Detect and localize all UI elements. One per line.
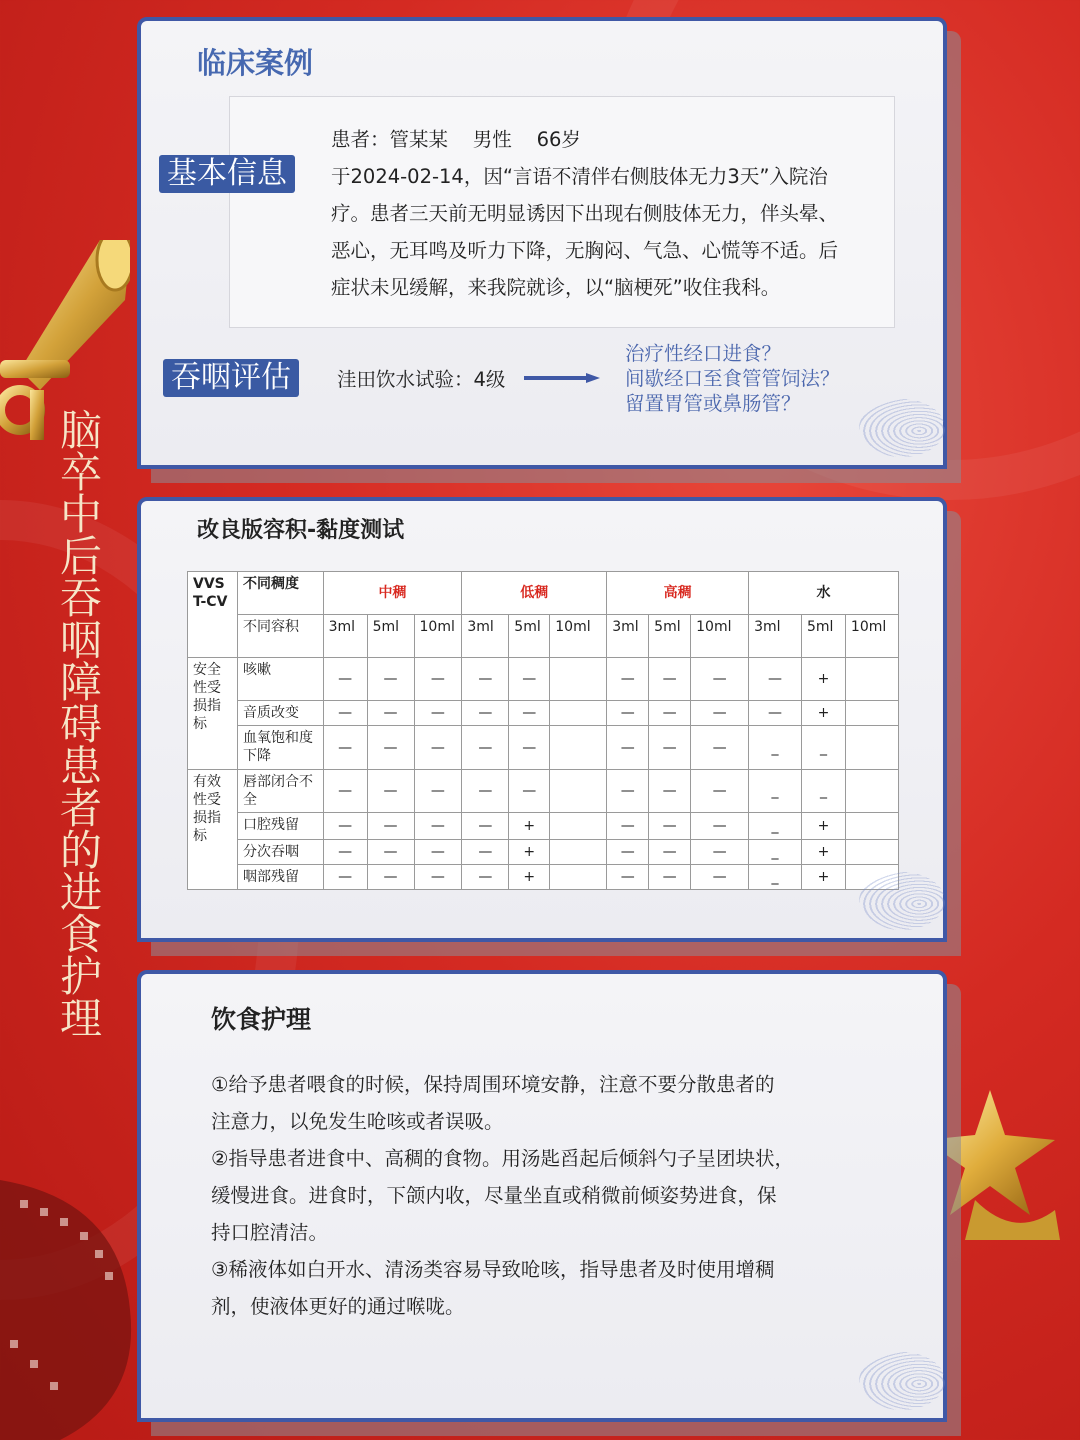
result-cell: — [323, 658, 367, 701]
volume-cell: 5ml [801, 615, 845, 658]
volume-cell: 10ml [691, 615, 749, 658]
feeding-option: 治疗性经口进食？ [625, 342, 782, 365]
result-cell: + [801, 840, 845, 865]
wata-water-test-result: 洼田饮水试验：4级 [337, 368, 506, 391]
result-cell: — [749, 701, 802, 726]
result-cell: — [649, 658, 691, 701]
result-cell: — [691, 840, 749, 865]
result-cell: — [649, 840, 691, 865]
swallow-assessment-tag: 吞咽评估 [163, 359, 299, 397]
care-line: 缓慢进食。进食时，下颌内收，尽量坐直或稍微前倾姿势进食，保 [211, 1184, 777, 1207]
result-cell [845, 840, 898, 865]
result-cell: — [323, 840, 367, 865]
arrow-right-icon [524, 373, 600, 383]
vvs-table [187, 571, 899, 890]
volume-cell: 3ml [323, 615, 367, 658]
result-cell [550, 658, 607, 701]
patient-line: 疗。患者三天前无明显诱因下出现右侧肢体无力，伴头晕、 [331, 202, 839, 225]
result-cell: — [649, 770, 691, 813]
result-cell: — [691, 865, 749, 890]
result-cell: + [801, 865, 845, 890]
result-cell: — [367, 726, 414, 770]
swirl-decoration [859, 399, 945, 457]
patient-line: 于2024-02-14，因“言语不清伴右侧肢体无力3天”入院治 [331, 165, 828, 188]
result-cell: _ [749, 770, 802, 813]
result-cell: — [462, 726, 509, 770]
result-cell: — [509, 701, 550, 726]
care-line: ①给予患者喂食的时候，保持周围环境安静，注意不要分散患者的 [211, 1073, 775, 1096]
result-cell: — [462, 701, 509, 726]
result-cell: — [367, 865, 414, 890]
patient-line: 症状未见缓解，来我院就诊，以“脑梗死”收住我科。 [331, 276, 781, 299]
clinical-case-card [137, 17, 947, 469]
result-cell: — [323, 813, 367, 840]
result-cell [845, 701, 898, 726]
result-cell: _ [749, 865, 802, 890]
diet-care-card [137, 970, 947, 1422]
result-cell: — [607, 658, 649, 701]
result-cell: — [509, 658, 550, 701]
result-cell: — [649, 813, 691, 840]
volume-cell: 5ml [367, 615, 414, 658]
patient-line: 恶心，无耳鸣及听力下降，无胸闷、气急、心慌等不适。后 [331, 239, 839, 262]
swirl-decoration [859, 1352, 945, 1410]
result-cell: — [691, 658, 749, 701]
vvs-table-body [188, 658, 899, 890]
film-reel-icon [0, 1160, 140, 1440]
diet-care-text [211, 1066, 821, 1325]
result-cell: — [414, 658, 462, 701]
result-cell [550, 770, 607, 813]
result-cell: — [691, 726, 749, 770]
result-cell: — [414, 865, 462, 890]
result-cell: — [691, 701, 749, 726]
consistency-medium: 中稠 [323, 572, 462, 615]
result-cell: + [801, 701, 845, 726]
indicator-label: 咽部残留 [237, 865, 323, 890]
result-cell [845, 658, 898, 701]
diet-care-title: 饮食护理 [211, 1005, 312, 1034]
result-cell: — [462, 840, 509, 865]
star-trophy-icon [945, 1090, 1065, 1240]
result-cell: — [323, 701, 367, 726]
care-line: 剂，使液体更好的通过喉咙。 [211, 1295, 465, 1318]
result-cell [550, 813, 607, 840]
indicator-label: 唇部闭合不全 [237, 770, 323, 813]
result-cell: _ [749, 840, 802, 865]
result-cell: _ [801, 726, 845, 770]
result-cell: _ [749, 726, 802, 770]
result-cell: + [509, 840, 550, 865]
consistency-water: 水 [749, 572, 899, 615]
indicator-label: 咳嗽 [237, 658, 323, 701]
result-cell [550, 701, 607, 726]
result-cell [845, 813, 898, 840]
feeding-option: 留置胃管或鼻肠管？ [625, 392, 801, 415]
result-cell: — [323, 726, 367, 770]
result-cell: — [414, 726, 462, 770]
result-cell: + [509, 865, 550, 890]
consistency-low: 低稠 [462, 572, 607, 615]
indicator-label: 口腔残留 [237, 813, 323, 840]
result-cell [845, 726, 898, 770]
result-cell: — [323, 770, 367, 813]
result-cell: — [649, 701, 691, 726]
result-cell: — [691, 770, 749, 813]
indicator-group: 安全性受损指标 [188, 658, 238, 770]
feeding-option: 间歇经口至食管管饲法？ [625, 367, 840, 390]
volume-cell: 5ml [509, 615, 550, 658]
vvs-test-card [137, 497, 947, 942]
result-cell [550, 840, 607, 865]
volume-cell: 3ml [462, 615, 509, 658]
result-cell [550, 865, 607, 890]
swirl-decoration [859, 872, 945, 930]
patient-description [331, 121, 876, 306]
result-cell: — [462, 865, 509, 890]
result-cell: — [367, 770, 414, 813]
result-cell: — [462, 770, 509, 813]
result-cell: — [649, 865, 691, 890]
result-cell: _ [801, 770, 845, 813]
result-cell: — [749, 658, 802, 701]
result-cell: + [801, 813, 845, 840]
vvs-title: 改良版容积-黏度测试 [197, 518, 405, 543]
result-cell: — [607, 701, 649, 726]
result-cell: — [607, 770, 649, 813]
result-cell: — [509, 770, 550, 813]
result-cell: — [649, 726, 691, 770]
table-corner: VVS T-CV [188, 572, 238, 658]
result-cell: — [607, 726, 649, 770]
consistency-high: 高稠 [607, 572, 749, 615]
clinical-case-title: 临床案例 [197, 46, 314, 80]
result-cell: — [367, 840, 414, 865]
result-cell: — [509, 726, 550, 770]
result-cell: + [801, 658, 845, 701]
volume-cell: 10ml [414, 615, 462, 658]
result-cell: — [607, 865, 649, 890]
result-cell: — [607, 813, 649, 840]
result-cell: — [367, 813, 414, 840]
care-line: 持口腔清洁。 [211, 1221, 329, 1244]
indicator-label: 血氧饱和度下降 [237, 726, 323, 770]
indicator-label: 分次吞咽 [237, 840, 323, 865]
result-cell: — [367, 701, 414, 726]
result-cell: + [509, 813, 550, 840]
result-cell: — [607, 840, 649, 865]
result-cell: — [462, 658, 509, 701]
vertical-title: 脑卒中后吞咽障碍患者的进食护理 [54, 408, 103, 1038]
result-cell: — [462, 813, 509, 840]
volume-header: 不同容积 [237, 615, 323, 658]
result-cell: _ [749, 813, 802, 840]
volume-cell: 10ml [550, 615, 607, 658]
result-cell: — [414, 770, 462, 813]
consistency-header: 不同稠度 [237, 572, 323, 615]
result-cell: — [367, 658, 414, 701]
volume-cell: 5ml [649, 615, 691, 658]
result-cell: — [414, 813, 462, 840]
indicator-group: 有效性受损指标 [188, 770, 238, 890]
result-cell: — [414, 701, 462, 726]
basic-info-tag: 基本信息 [159, 155, 295, 193]
volume-cell: 3ml [749, 615, 802, 658]
patient-line: 患者：管某某 男性 66岁 [331, 128, 581, 151]
result-cell [845, 770, 898, 813]
volume-cell: 10ml [845, 615, 898, 658]
result-cell: — [323, 865, 367, 890]
care-line: ②指导患者进食中、高稠的食物。用汤匙舀起后倾斜勺子呈团块状， [211, 1147, 794, 1170]
result-cell: — [414, 840, 462, 865]
indicator-label: 音质改变 [237, 701, 323, 726]
result-cell: — [691, 813, 749, 840]
care-line: 注意力，以免发生呛咳或者误吸。 [211, 1110, 504, 1133]
volume-cell: 3ml [607, 615, 649, 658]
feeding-options [625, 341, 840, 416]
result-cell [550, 726, 607, 770]
care-line: ③稀液体如白开水、清汤类容易导致呛咳，指导患者及时使用增稠 [211, 1258, 775, 1281]
